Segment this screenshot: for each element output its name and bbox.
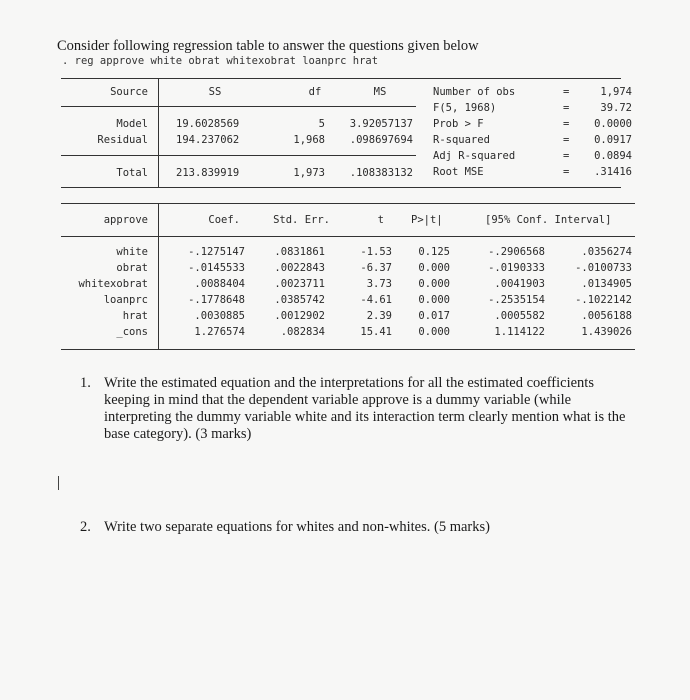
- stat-value: 0.0000: [594, 118, 632, 130]
- stat-value: 0.0894: [594, 150, 632, 162]
- t-value: -1.53: [360, 246, 392, 258]
- anova-header-ss: SS: [208, 86, 222, 98]
- var-name: hrat: [122, 310, 148, 322]
- p-value: 0.017: [418, 310, 450, 322]
- ci-upper: .0356274: [581, 246, 632, 258]
- anova-row-model-source: Model: [116, 118, 148, 130]
- stat-equals: =: [563, 86, 570, 98]
- anova-row-residual-ms: .098697694: [349, 134, 413, 146]
- instruction-heading: Consider following regression table to answer the questions given below: [57, 38, 479, 54]
- coef-header-t: t: [377, 214, 384, 226]
- t-value: 3.73: [366, 278, 392, 290]
- ci-upper: .0056188: [581, 310, 632, 322]
- ci-upper: -.1022142: [575, 294, 632, 306]
- stat-label: F(5, 1968): [433, 102, 497, 114]
- se-value: .0023711: [274, 278, 325, 290]
- var-name: white: [116, 246, 148, 258]
- ci-lower: .0005582: [494, 310, 545, 322]
- anova-row-residual-source: Residual: [97, 134, 148, 146]
- ci-upper: -.0100733: [575, 262, 632, 274]
- question-number: 2.: [80, 519, 91, 535]
- question-1: [80, 375, 640, 445]
- stat-value: 39.72: [600, 102, 632, 114]
- coef-value: -.1778648: [188, 294, 245, 306]
- p-value: 0.000: [418, 294, 450, 306]
- stat-equals: =: [563, 118, 570, 130]
- t-value: 15.41: [360, 326, 392, 338]
- ci-lower: -.2906568: [488, 246, 545, 258]
- var-name: obrat: [116, 262, 148, 274]
- stat-value: 0.0917: [594, 134, 632, 146]
- t-value: 2.39: [366, 310, 392, 322]
- anova-row-model-ms: 3.92057137: [349, 118, 413, 130]
- depvar-label: approve: [103, 214, 148, 226]
- stata-command: . reg approve white obrat whitexobrat loanprc hrat: [62, 55, 379, 67]
- ci-upper: .0134905: [581, 278, 632, 290]
- ci-lower: 1.114122: [494, 326, 545, 338]
- question-2: [80, 519, 640, 539]
- se-value: .0022843: [274, 262, 325, 274]
- se-value: .082834: [280, 326, 325, 338]
- t-value: -4.61: [360, 294, 392, 306]
- stat-value: 1,974: [600, 86, 632, 98]
- coef-value: -.0145533: [188, 262, 245, 274]
- p-value: 0.000: [418, 326, 450, 338]
- coef-value: 1.276574: [194, 326, 245, 338]
- question-number: 1.: [80, 375, 91, 391]
- stat-equals: =: [563, 134, 570, 146]
- coef-value: .0030885: [194, 310, 245, 322]
- coef-header-ci: [95% Conf. Interval]: [485, 214, 612, 226]
- stat-label: Adj R-squared: [433, 150, 516, 162]
- stat-equals: =: [563, 166, 570, 178]
- p-value: 0.000: [418, 262, 450, 274]
- ci-lower: -.0190333: [488, 262, 545, 274]
- anova-header-df: df: [308, 86, 322, 98]
- anova-header-source: Source: [110, 86, 148, 98]
- anova-row-residual-ss: 194.237062: [176, 134, 240, 146]
- ci-upper: 1.439026: [581, 326, 632, 338]
- question-text: Write two separate equations for whites and non-whites. (5 marks): [104, 519, 490, 535]
- anova-row-total-source: Total: [116, 167, 148, 179]
- anova-row-model-ss: 19.6028569: [176, 118, 240, 130]
- stat-label: Root MSE: [433, 166, 484, 178]
- stat-label: Number of obs: [433, 86, 516, 98]
- coef-header-p: P>|t|: [411, 214, 443, 226]
- stat-label: R-squared: [433, 134, 490, 146]
- anova-row-total-df: 1,973: [293, 167, 325, 179]
- anova-row-model-df: 5: [318, 118, 325, 130]
- stat-equals: =: [563, 150, 570, 162]
- stat-value: .31416: [594, 166, 632, 178]
- coef-value: .0088404: [194, 278, 245, 290]
- stat-equals: =: [563, 102, 570, 114]
- var-name: loanprc: [103, 294, 148, 306]
- anova-row-total-ms: .108383132: [349, 167, 413, 179]
- anova-header-ms: MS: [373, 86, 387, 98]
- coef-header-coef: Coef.: [208, 214, 240, 226]
- p-value: 0.125: [418, 246, 450, 258]
- question-text: Write the estimated equation and the interpretations for all the estimated coefficients keeping in mind that the dependent variable approve is a dummy variable (while interpreting the dummy variable white and its interaction term clearly mention what is the base category). (3 marks): [104, 375, 626, 442]
- stat-label: Prob > F: [433, 118, 484, 130]
- ci-lower: -.2535154: [488, 294, 545, 306]
- var-name: whitexobrat: [78, 278, 148, 290]
- se-value: .0012902: [274, 310, 325, 322]
- ci-lower: .0041903: [494, 278, 545, 290]
- se-value: .0385742: [274, 294, 325, 306]
- var-name: _cons: [116, 326, 148, 338]
- coef-header-se: Std. Err.: [273, 214, 330, 226]
- se-value: .0831861: [274, 246, 325, 258]
- coef-value: -.1275147: [188, 246, 245, 258]
- anova-row-total-ss: 213.839919: [176, 167, 240, 179]
- t-value: -6.37: [360, 262, 392, 274]
- p-value: 0.000: [418, 278, 450, 290]
- text-cursor: [58, 476, 59, 490]
- anova-row-residual-df: 1,968: [293, 134, 325, 146]
